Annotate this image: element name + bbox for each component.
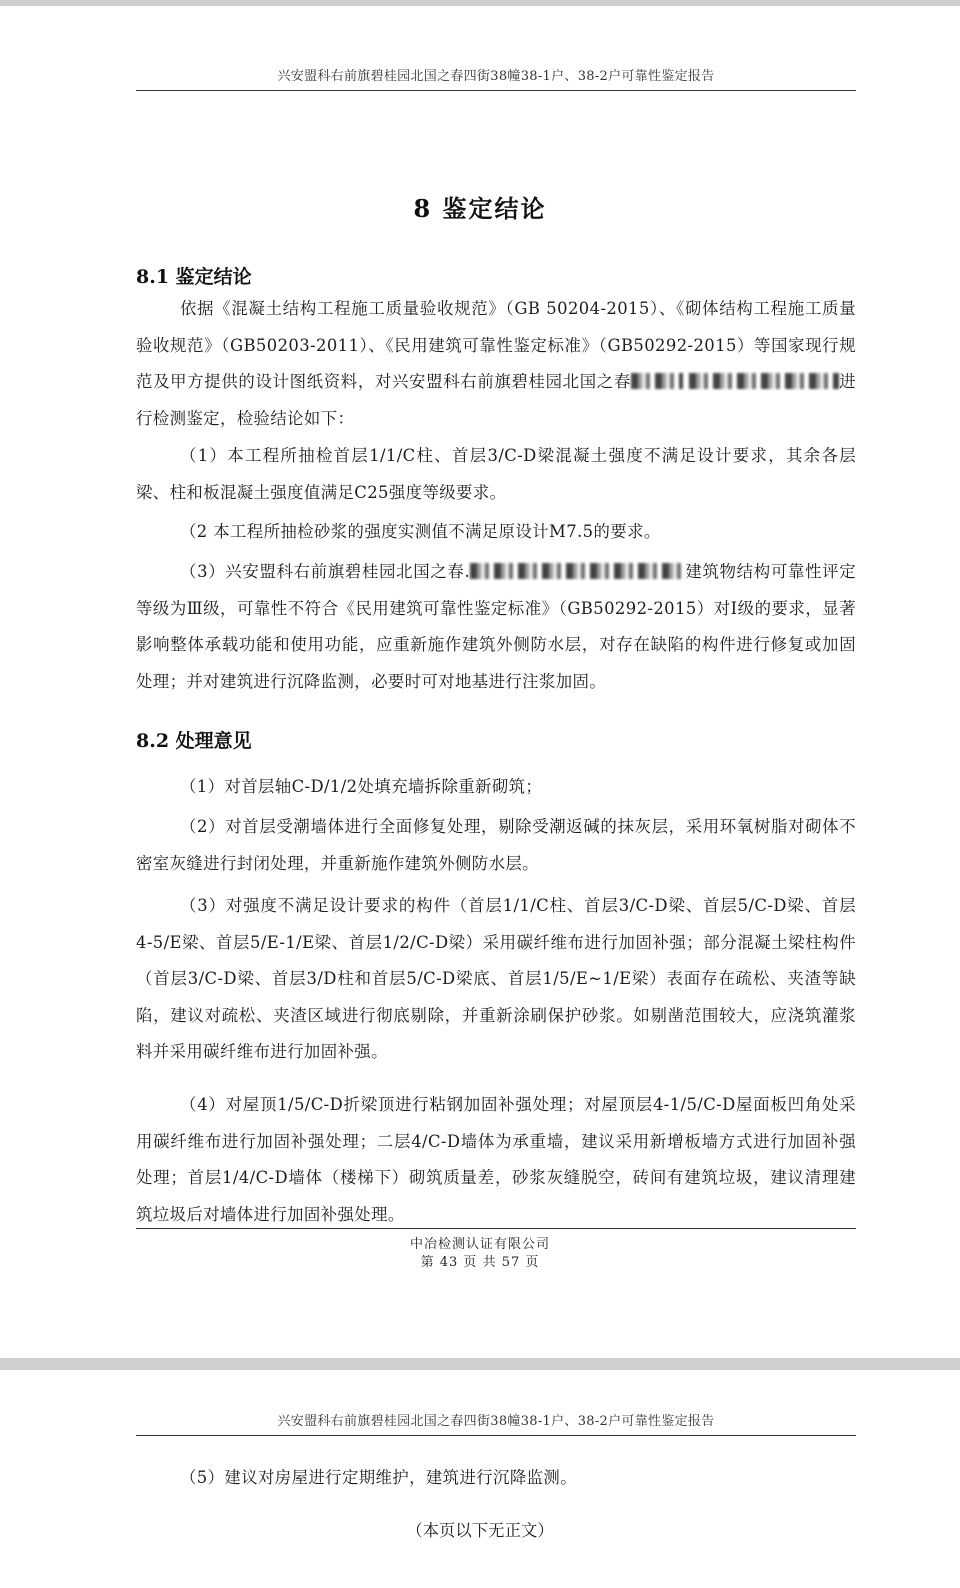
redacted-block xyxy=(631,373,683,389)
footer-page-number: 第 43 页 共 57 页 xyxy=(420,1255,540,1270)
conclusion-item-3 xyxy=(136,554,856,700)
end-of-text-note: （本页以下无正文） xyxy=(406,1521,554,1540)
report-page-44 xyxy=(0,1370,960,1588)
conclusion-item-2: （2 本工程所抽检砂浆的强度实测值不满足原设计M7.5的要求。 xyxy=(180,522,661,541)
opinion-item-5: （5）建议对房屋进行定期维护，建筑进行沉降监测。 xyxy=(180,1468,578,1487)
opinion-item-4: （4）对屋顶1/5/C-D折梁顶进行粘钢加固补强处理；对屋顶层4-1/5/C-D屋面板凹角处采用碳纤维布进行加固补强处理；二层4/C-D墙体为承重墙，建议采用新增板墙方式进行加固补强处理；首层1/4/C-D墙体（楼梯下）砌筑质量差，砂浆灰缝脱空，砖间有建筑垃圾，建议清理建筑垃圾后对墙体进行加固补强处理。 xyxy=(136,1095,856,1224)
running-header: 兴安盟科右前旗碧桂园北国之春四街38幢38-1户、38-2户可靠性鉴定报告 xyxy=(136,1410,856,1436)
running-header: 兴安盟科右前旗碧桂园北国之春四街38幢38-1户、38-2户可靠性鉴定报告 xyxy=(136,65,856,91)
opinion-item-2: （2）对首层受潮墙体进行全面修复处理，剔除受潮返碱的抹灰层，采用环氧树脂对砌体不密室灰缝进行封闭处理，并重新施作建筑外侧防水层。 xyxy=(136,817,856,873)
section-heading-8-1: 8.1 鉴定结论 xyxy=(136,266,252,288)
conclusion-item-1: （1）本工程所抽检首层1/1/C柱、首层3/C-D梁混凝土强度不满足设计要求，其余各层梁、柱和板混凝土强度值满足C25强度等级要求。 xyxy=(136,446,856,502)
redacted-block xyxy=(470,563,685,579)
report-page-43 xyxy=(0,6,960,1358)
conclusion-3-text-b: 建筑物结构可靠性评定等级为Ⅲ级，可靠性不符合《民用建筑可靠性鉴定标准》（GB50292-2015）对Ⅰ级的要求，显著影响整体承载功能和使用功能，应重新施作建筑外侧防水层，对存在缺陷的构件进行修复或加固处理；并对建筑进行沉降监测，必要时可对地基进行注浆加固。 xyxy=(136,562,856,691)
footer-divider xyxy=(136,1228,856,1229)
footer-company: 中冶检测认证有限公司 xyxy=(409,1237,550,1252)
opinion-item-3: （3）对强度不满足设计要求的构件（首层1/1/C柱、首层3/C-D梁、首层5/C-D梁、首层4-5/E梁、首层5/E-1/E梁、首层1/2/C-D梁）采用碳纤维布进行加固补强；部分混凝土梁柱构件（首层3/C-D梁、首层3/D柱和首层5/C-D梁底、首层1/5/E~1/E梁）表面存在疏松、夹渣等缺陷，建议对疏松、夹渣区域进行彻底剔除，并重新涂刷保护砂浆。如剔凿范围较大，应浇筑灌浆料并采用碳纤维布进行加固补强。 xyxy=(136,896,856,1062)
section-heading-8-2: 8.2 处理意见 xyxy=(136,730,252,752)
intro-text-b: 进行检测鉴定，检验结论如下： xyxy=(136,372,856,428)
conclusion-3-text-a: （3）兴安盟科右前旗碧桂园北国之春. xyxy=(180,562,471,581)
redacted-block xyxy=(689,373,839,389)
chapter-title: 8 鉴定结论 xyxy=(413,194,547,223)
intro-text-a: 依据《混凝土结构工程施工质量验收规范》（GB 50204-2015）、《砌体结构工程施工质量验收规范》（GB50203-2011）、《民用建筑可靠性鉴定标准》（GB50292-2015）等国家现行规范及甲方提供的设计图纸资料，对兴安盟科右前旗碧桂园北国之春 xyxy=(136,299,856,392)
opinion-item-1: （1）对首层轴C-D/1/2处填充墙拆除重新砌筑； xyxy=(180,777,543,796)
intro-paragraph xyxy=(136,291,856,437)
